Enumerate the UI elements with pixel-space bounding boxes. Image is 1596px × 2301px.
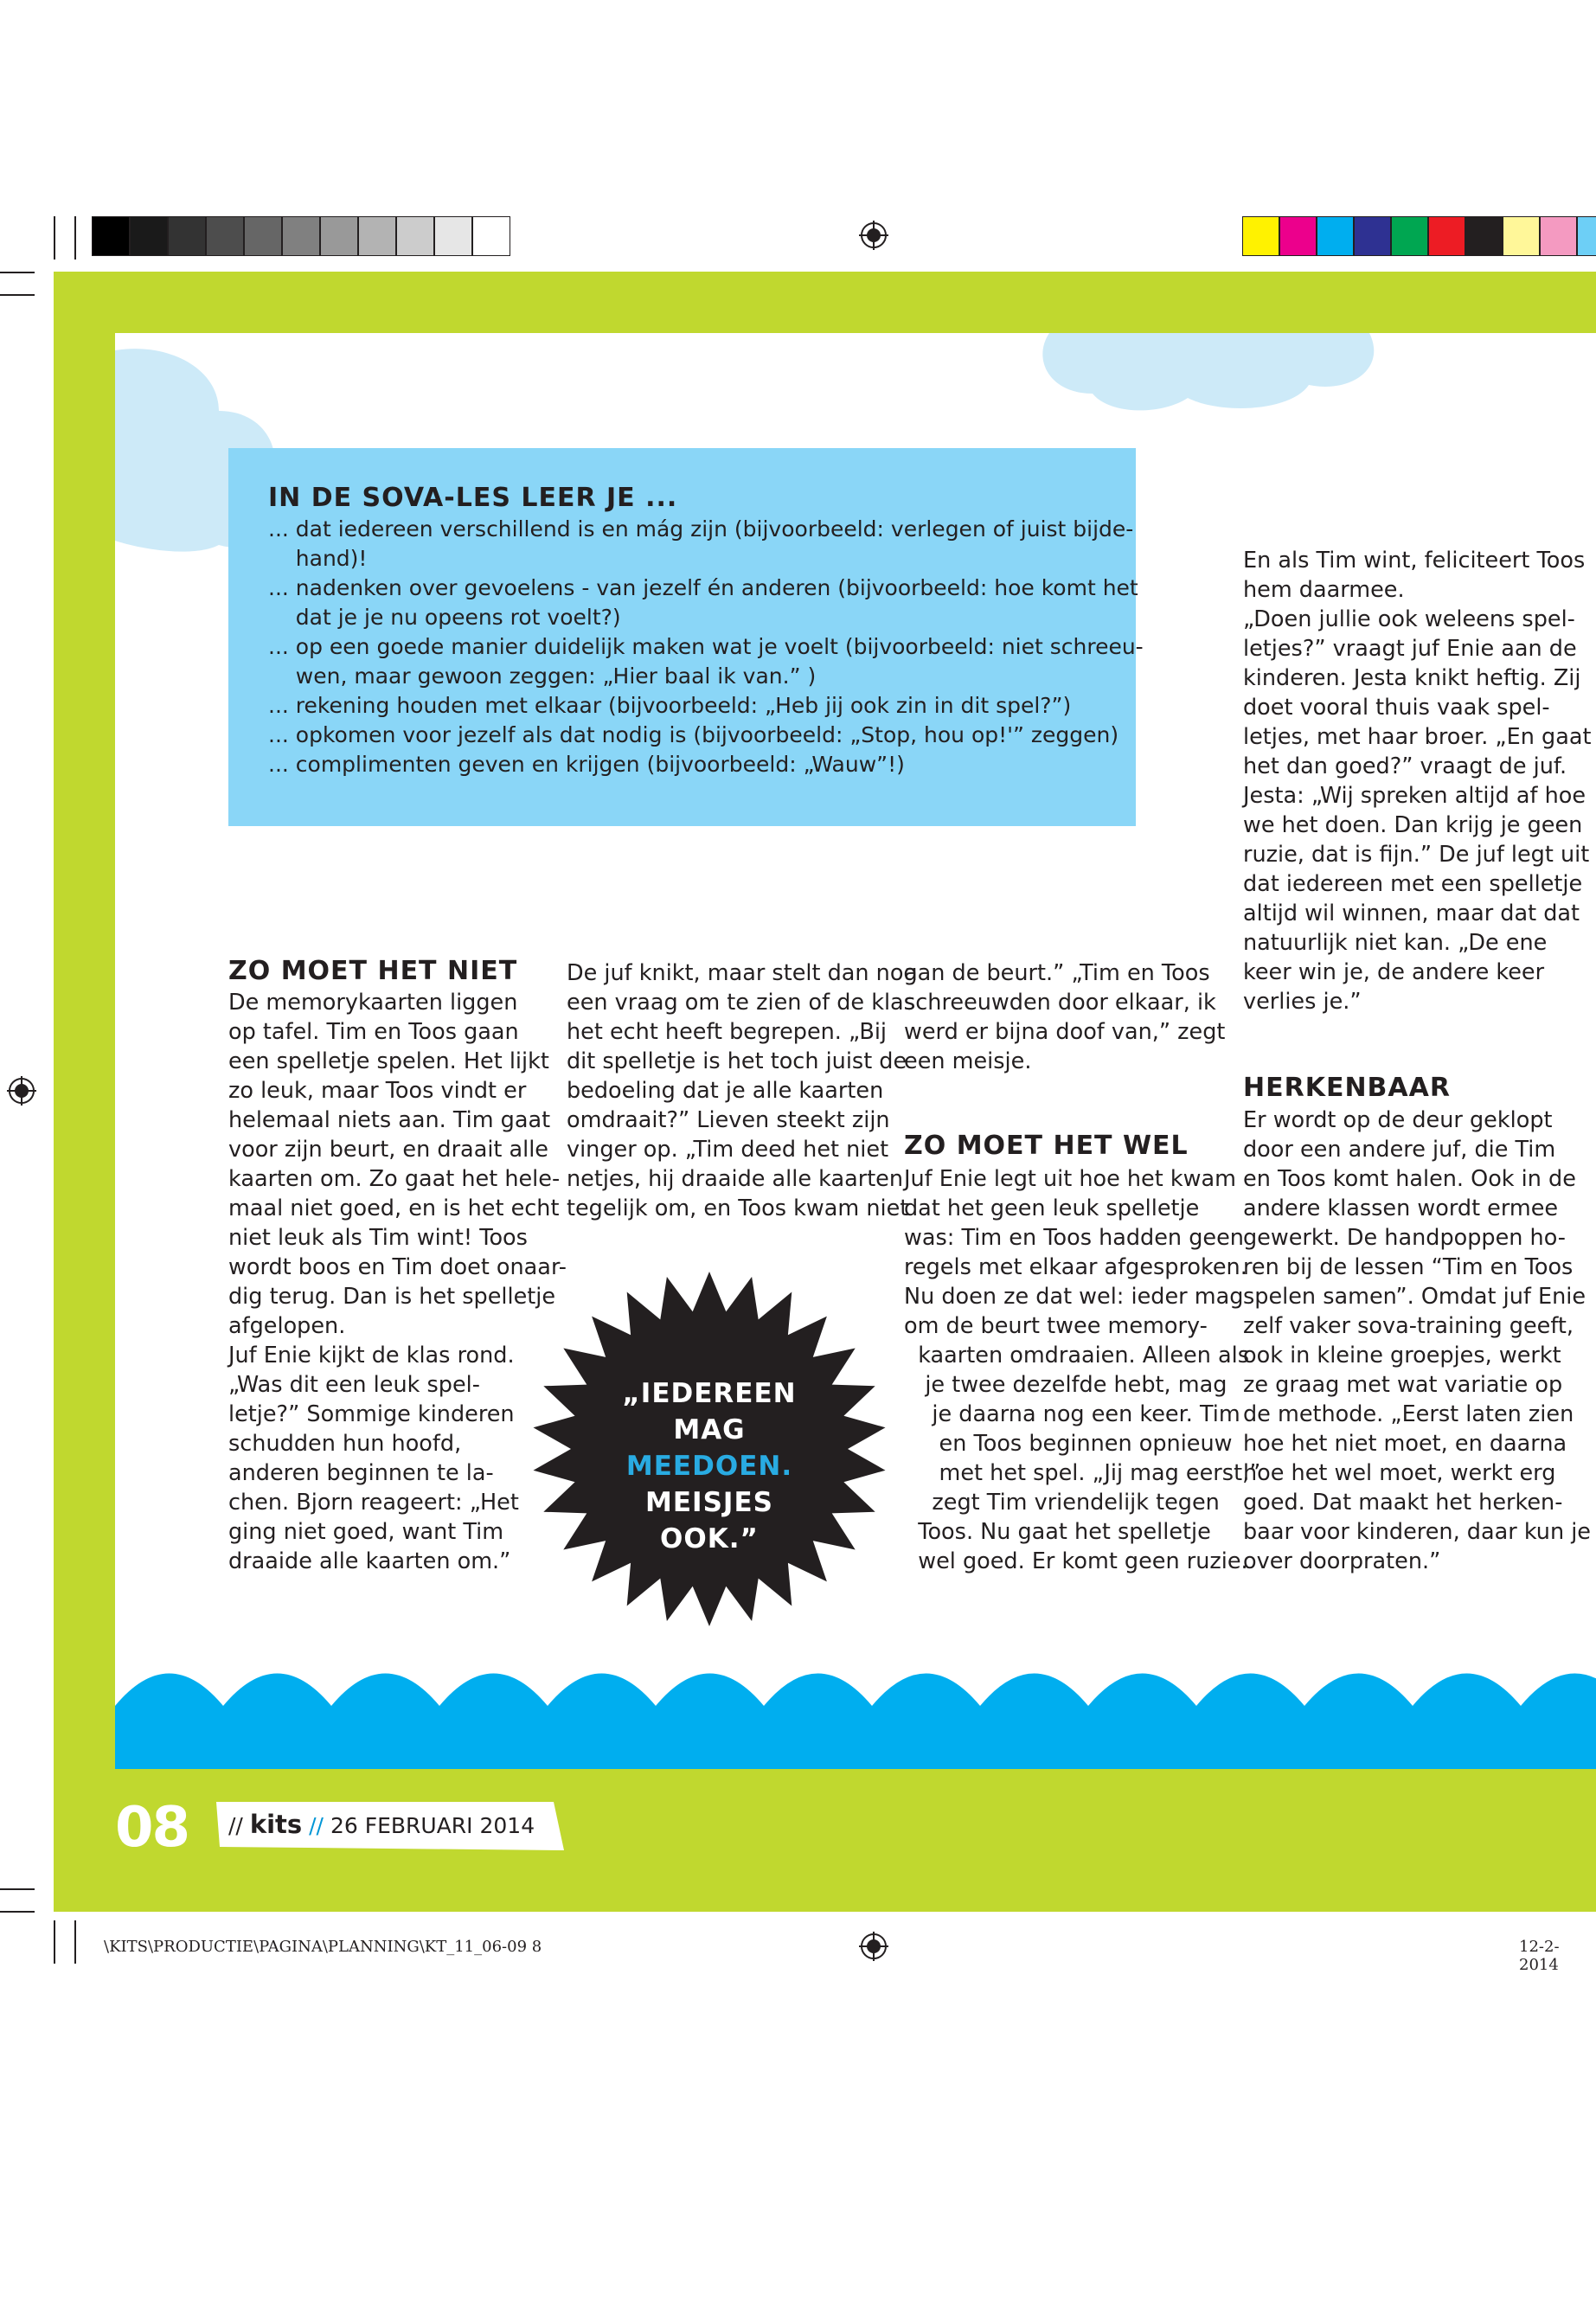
- quote-highlight: MEEDOEN.: [625, 1451, 793, 1482]
- quote-text: [528, 1375, 891, 1557]
- registration-target-icon: [859, 221, 888, 250]
- quote-line: OOK.”: [660, 1523, 759, 1554]
- quote-line: MAG: [673, 1414, 746, 1445]
- gray-swatch: [434, 216, 472, 256]
- gray-swatch: [130, 216, 168, 256]
- gray-swatch: [472, 216, 510, 256]
- footer-label: [228, 1810, 535, 1839]
- column-3-top-text: aan de beurt.” „Tim en Toos schreeuwden door elkaar, ik werd er bijna doof van,” zegt een meisje.: [904, 960, 1226, 1074]
- info-box-line: dat je je nu opeens rot voelt?): [268, 605, 621, 630]
- color-swatch: [1577, 216, 1596, 256]
- file-path-slug: \KITS\PRODUCTIE\PAGINA\PLANNING\KT_11_06-09 8: [104, 1938, 542, 1956]
- wave-band: [115, 1645, 1596, 1769]
- registration-target-icon: [7, 1076, 36, 1106]
- color-swatch: [1354, 216, 1391, 256]
- section-heading-herkenbaar: HERKENBAAR: [1243, 1073, 1451, 1103]
- quote-line: MEISJES: [645, 1487, 773, 1518]
- brand-name: kits: [249, 1810, 303, 1839]
- info-box-line: ... nadenken over gevoelens - van jezelf én anderen (bijvoorbeeld: hoe komt het: [268, 575, 1138, 600]
- quote-line: „IEDEREEN: [622, 1378, 797, 1409]
- info-box-title: IN DE SOVA-LES LEER JE ...: [268, 483, 678, 513]
- footer-slashes: //: [228, 1813, 243, 1838]
- gray-swatch: [282, 216, 320, 256]
- info-box-line: ... opkomen voor jezelf als dat nodig is (bijvoorbeeld: „Stop, hou op!'” zeggen): [268, 722, 1119, 747]
- crop-mark: [0, 1911, 35, 1913]
- column-4-top-text: En als Tim wint, feliciteert Toos hem daarmee. „Doen jullie ook weleens spel- letjes?” vraagt juf Enie aan de kinderen. Jesta knikt heftig. Zij doet vooral thuis vaak spel- letjes, met haar broer. „En gaat het dan goed?” vraagt de juf. Jesta: „Wij spreken altijd af hoe we het doen. Dan krijg je geen ruzie, dat is fijn.” De juf legt uit dat iedereen met een spelletje altijd wil winnen, maar dat dat natuurlijk niet kan. „De ene keer win je, de andere keer verlies je.”: [1243, 548, 1592, 1015]
- slug-date: 12-2-2014: [1519, 1938, 1560, 1974]
- issue-date: 26 FEBRUARI 2014: [330, 1813, 535, 1838]
- cloud-top-icon: [1015, 333, 1447, 411]
- gray-swatch: [396, 216, 434, 256]
- section-heading-niet: ZO MOET HET NIET: [228, 956, 518, 986]
- gray-swatch: [206, 216, 244, 256]
- column-3-text: Juf Enie legt uit hoe het kwam dat het geen leuk spelletje was: Tim en Toos hadden geen regels met elkaar afgesproken. Nu doen ze dat wel: ieder mag om de beurt twee memory- kaarten omdraaien. Alleen als je twee dezelfde hebt, mag je daarna nog een keer. Tim en Toos beginnen opnieuw met het spel. „Jij mag eerst,” zegt Tim vriendelijk tegen Toos. Nu gaat het spelletje wel goed. Er komt geen ruzie.: [904, 1166, 1261, 1574]
- color-swatch: [1391, 216, 1428, 256]
- color-swatch: [1279, 216, 1317, 256]
- page-number: 08: [115, 1796, 189, 1860]
- gray-swatch: [92, 216, 130, 256]
- info-box-line: ... complimenten geven en krijgen (bijvoorbeeld: „Wauw”!): [268, 752, 905, 777]
- info-box-line: ... op een goede manier duidelijk maken wat je voelt (bijvoorbeeld: niet schreeu-: [268, 634, 1144, 659]
- column-1-text: De memorykaarten liggen op tafel. Tim en Toos gaan een spelletje spelen. Het lijkt zo leuk, maar Toos vindt er helemaal niets aan. Tim gaat voor zijn beurt, en draait alle kaarten om. Zo gaat het hele- maal niet goed, en is het echt niet leuk als Tim wint! Toos wordt boos en Tim doet onaar- dig terug. Dan is het spelletje afgelopen. Juf Enie kijkt de klas rond. „Was dit een leuk spel- letje?” Sommige kinderen schudden hun hoofd, anderen beginnen te la- chen. Bjorn reageert: „Het ging niet goed, want Tim draaide alle kaarten om.”: [228, 990, 567, 1574]
- column-2-text: De juf knikt, maar stelt dan nog een vraag om te zien of de klas het echt heeft begrepen. „Bij dit spelletje is het toch juist de bedoeling dat je alle kaarten omdraait?” Lieven steekt zijn vinger op. „Tim deed het niet netjes, hij draaide alle kaarten tegelijk om, en Toos kwam niet: [567, 960, 918, 1221]
- crop-mark: [54, 216, 55, 260]
- info-box-list: [268, 515, 1144, 779]
- color-swatch: [1242, 216, 1279, 256]
- color-swatch: [1465, 216, 1503, 256]
- crop-mark: [54, 1920, 55, 1964]
- color-swatch: [1428, 216, 1465, 256]
- crop-mark: [74, 1920, 76, 1964]
- info-box-line: ... dat iedereen verschillend is en mág zijn (bijvoorbeeld: verlegen of juist bijde-: [268, 516, 1134, 542]
- registration-target-icon: [859, 1932, 888, 1961]
- crop-mark: [0, 294, 35, 296]
- color-swatch: [1540, 216, 1577, 256]
- info-box-line: ... rekening houden met elkaar (bijvoorbeeld: „Heb jij ook zin in dit spel?”): [268, 693, 1072, 718]
- info-box-line: wen, maar gewoon zeggen: „Hier baal ik van.” ): [268, 663, 817, 689]
- crop-mark: [74, 216, 76, 260]
- gray-swatch: [168, 216, 206, 256]
- gray-swatch: [358, 216, 396, 256]
- crop-mark: [0, 1888, 35, 1890]
- crop-mark: [0, 272, 35, 273]
- info-box-line: hand)!: [268, 546, 368, 571]
- gray-swatch: [320, 216, 358, 256]
- color-swatch: [1503, 216, 1540, 256]
- gray-swatch: [244, 216, 282, 256]
- column-4-text: Er wordt op de deur geklopt door een andere juf, die Tim en Toos komt halen. Ook in de andere klassen wordt ermee gewerkt. De handpoppen ho- ren bij de lessen “Tim en Toos spelen samen”. Omdat juf Enie zelf vaker sova-training geeft, ook in kleine groepjes, werkt ze graag met wat variatie op de methode. „Eerst laten zien hoe het niet moet, en daarna hoe het wel moet, werkt erg goed. Dat maakt het herken- baar voor kinderen, daar kun je over doorpraten.”: [1243, 1107, 1591, 1574]
- section-heading-wel: ZO MOET HET WEL: [904, 1131, 1189, 1161]
- footer-slashes: //: [309, 1813, 324, 1838]
- color-swatch: [1317, 216, 1354, 256]
- wave-crests: [115, 1674, 1596, 1770]
